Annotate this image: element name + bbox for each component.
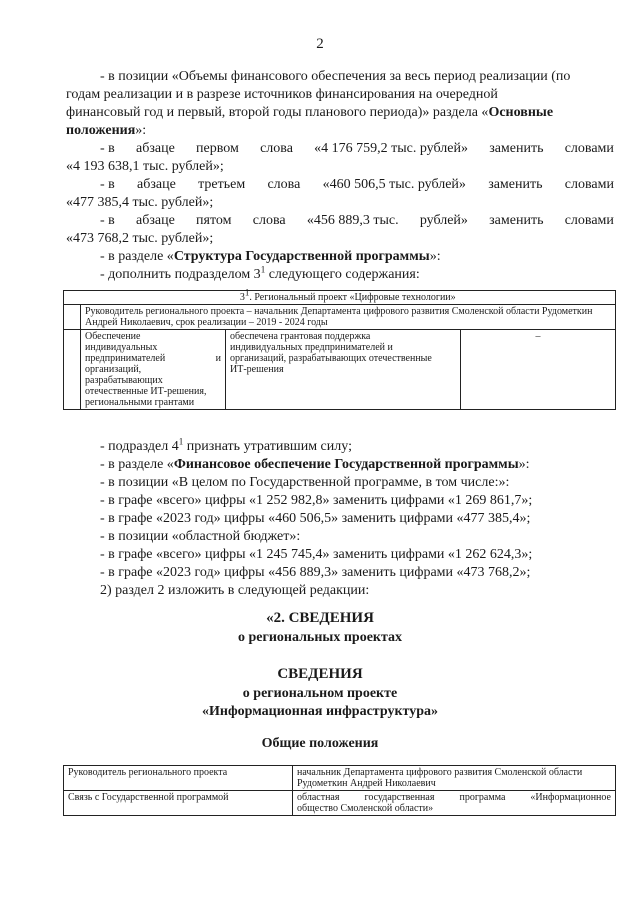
leader-label-cell: Руководитель регионального проекта [64,766,293,791]
paragraph-fifth-line: - в абзаце пятом слова «456 889,3 тыс. рублей» заменить словами [100,213,614,228]
paragraph-first-cont: «4 193 638,1 тыс. рублей»; [66,159,224,174]
add-subsection-line: - дополнить подразделом $3^1$ следующего содержания: [100,264,420,282]
indicator-cell: – [461,330,616,410]
position-regional-budget-line: - в позиции «областной бюджет»: [100,529,301,544]
general-provisions-table [63,765,616,816]
column-total-line: - в графе «всего» цифры «1 252 982,8» заменить цифрами «1 269 861,7»; [100,493,533,508]
task-cell: Обеспечение индивидуальных предпринимателей и организаций, разрабатывающих отечественные ИТ-решения, региональными грантами [81,330,226,410]
subsection-repeal-line: - подраздел $4^1$ признать утратившим силу; [100,436,352,454]
heading-svedeniya-1: «2. СВЕДЕНИЯ [266,610,374,626]
result-cell: обеспечена грантовая поддержка индивидуальных предпринимателей и организаций, разрабатывающих отечественные ИТ-решения [226,330,461,410]
leader-value-cell: начальник Департамента цифрового развития Смоленской области Рудометкин Андрей Николаевич [293,766,616,791]
intro-line-1: - в позиции «Объемы финансового обеспечения за весь период реализации (по [100,69,571,84]
regional-project-table [63,287,616,410]
project-leader-cell: Руководитель регионального проекта – начальник Департамента цифрового развития Смоленской области Рудометкин Андрей Николаевич, срок реализации – 2019 - 2024 годы [81,305,616,330]
heading-regional-project: о региональном проекте [242,686,398,701]
finance-section-line: - в разделе «Финансовое обеспечение Государственной программы»: [100,457,530,472]
paragraph-first-line: - в абзаце первом слова «4 176 759,2 тыс. рублей» заменить словами [100,141,614,156]
column-total-budget-line: - в графе «всего» цифры «1 245 745,4» заменить цифрами «1 262 624,3»; [100,547,533,562]
paragraph-third-cont: «477 385,4 тыс. рублей»; [66,195,214,210]
position-total-line: - в позиции «В целом по Государственной программе, в том числе:»: [100,475,510,490]
program-link-value-cell: областная государственная программа «Информационное общество Смоленской области» [293,791,616,816]
paragraph-fifth-cont: «473 768,2 тыс. рублей»; [66,231,214,246]
page-number: 2 [316,36,324,52]
intro-line-3: финансовый год и первый, второй годы планового периода)» раздела «Основные [66,105,554,120]
column-2023-budget-line: - в графе «2023 год» цифры «456 889,3» заменить цифрами «473 768,2»; [100,565,531,580]
heading-general-provisions: Общие положения [261,736,379,751]
program-link-label-cell: Связь с Государственной программой [64,791,293,816]
heading-infrastructure: «Информационная инфраструктура» [201,704,438,719]
heading-svedeniya-2: СВЕДЕНИЯ [277,666,363,682]
section-2-line: 2) раздел 2 изложить в следующей редакции: [100,583,370,598]
intro-line-4: положения»: [66,123,147,138]
intro-line-2: годам реализации и в разрезе источников финансирования на очередной [66,87,498,102]
column-2023-line: - в графе «2023 год» цифры «460 506,5» заменить цифрами «477 385,4»; [100,511,531,526]
heading-regional-projects: о региональных проектах [237,630,403,645]
table-header: $3^1$. Региональный проект «Цифровые технологии» [81,291,616,305]
structure-section-line: - в разделе «Структура Государственной программы»: [100,249,441,264]
paragraph-third-line: - в абзаце третьем слова «460 506,5 тыс. рублей» заменить словами [100,177,614,192]
